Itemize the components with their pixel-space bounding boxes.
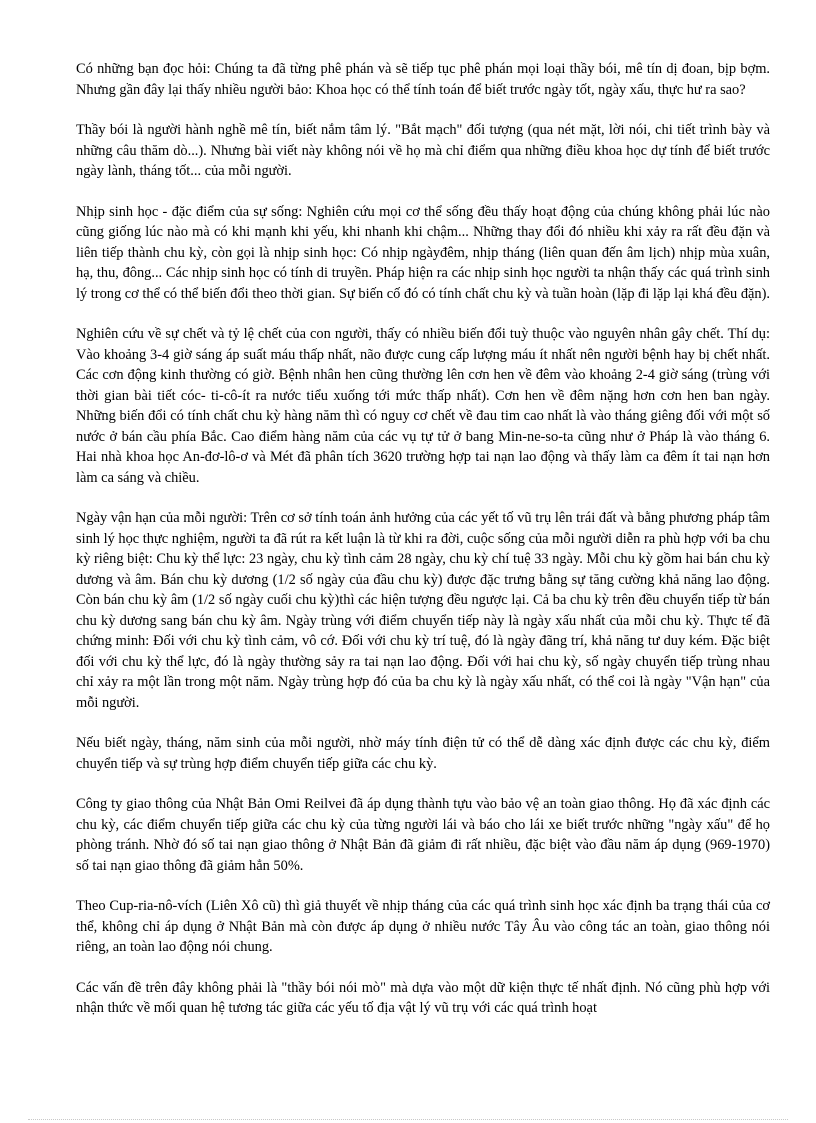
paragraph-7: Công ty giao thông của Nhật Bản Omi Reilvei đã áp dụng thành tựu vào bảo vệ an toàn giao thông. Họ đã xác định các chu kỳ, các điểm chuyển tiếp giữa các chu kỳ của từng người lái và báo cho lái xe biết trước những "ngày xấu" để họ phòng tránh. Nhờ đó số tai nạn giao thông ở Nhật Bản đã giảm đi rất nhiều, đặc biệt vào đầu năm áp dụng (969-1970) số tai nạn giao thông đã giảm hẳn 50%. [76,796,770,874]
paragraph-3: Nhịp sinh học - đặc điểm của sự sống: Nghiên cứu mọi cơ thể sống đều thấy hoạt động của chúng không phải lúc nào cũng giống lúc nào mà có khi mạnh khi yếu, khi nhanh khi chậm... Những thay đổi đó nhiều khi xảy ra rất đều đặn và liên tiếp thành chu kỳ, còn gọi là nhịp sinh học: Có nhịp ngàyđêm, nhịp tháng (liên quan đến âm lịch) nhịp mùa xuân, hạ, thu, đông... Các nhịp sinh học có tính di truyền. Pháp hiện ra các nhịp sinh học người ta nhận thấy các quá trình sinh lý trong cơ thể có thể biến đổi theo thời gian. Sự biến cố đó có tính chất chu kỳ và tuần hoàn (lặp đi lặp lại khá đều đặn). [76,203,771,302]
paragraph-1: Có những bạn đọc hỏi: Chúng ta đã từng phê phán và sẽ tiếp tục phê phán mọi loại thầy bói, mê tín dị đoan, bịp bợm. Nhưng gần đây lại thấy nhiều người bảo: Khoa học có thể tính toán để biết trước ngày tốt, ngày xấu, thực hư ra sao? [76,61,770,98]
article-body [76,59,770,1039]
paragraph-2: Thầy bói là người hành nghề mê tín, biết nắm tâm lý. "Bắt mạch" đối tượng (qua nét mặt, lời nói, chi tiết trình bày và những câu thăm dò...). Nhưng bài viết này không nói về họ mà chỉ điểm qua những điều khoa học dự tính để biết trước ngày lành, tháng tốt... của mỗi người. [76,122,770,179]
paragraph-4: Nghiên cứu về sự chết và tỷ lệ chết của con người, thấy có nhiều biến đổi tuỳ thuộc vào nguyên nhân gây chết. Thí dụ: Vào khoảng 3-4 giờ sáng áp suất máu thấp nhất, não được cung cấp lượng máu ít nhất nên người bệnh hay bị chết nhất. Các cơn động kinh thường có giờ. Bệnh nhân hen cũng thường lên cơn hen về đêm vào khoảng 2-4 giờ sáng (trùng với thời gian bài tiết cóc- ti-cô-ít ra nước tiểu xuống tới mức thấp nhất). Cơn hen về đêm nặng hơn cơn hen ban ngày. Những biến đổi có tính chất chu kỳ hàng năm thì có nguy cơ chết về đau tim cao nhất là vào tháng giêng đối với một số nước ở bán cầu phía Bắc. Cao điểm hàng năm của các vụ tự tử ở bang Min-ne-so-ta cũng như ở Pháp là vào tháng 6. Hai nhà khoa học An-đơ-lô-ơ và Mét đã phân tích 3620 trường hợp tai nạn lao động và thấy làm ca đêm ít tai nạn hơn làm ca sáng và chiều. [76,326,770,486]
paragraph-8: Theo Cup-ria-nô-vích (Liên Xô cũ) thì giả thuyết về nhịp tháng của các quá trình sinh học xác định ba trạng thái của cơ thể, không chỉ áp dụng ở Nhật Bản mà còn được áp dụng ở nhiều nước Tây Âu vào công tác an toàn, giao thông nói riêng, an toàn lao động nói chung. [76,898,770,955]
page-bottom-divider [28,1119,788,1120]
paragraph-5: Ngày vận hạn của mỗi người: Trên cơ sở tính toán ảnh hưởng của các yết tố vũ trụ lên trái đất và bằng phương pháp tâm sinh lý học thực nghiệm, người ta đã rút ra kết luận là từ khi ra đời, cuộc sống của mỗi người diễn ra phù hợp với ba chu kỳ riêng biệt: Chu kỳ thể lực: 23 ngày, chu kỳ tình cảm 28 ngày, chu kỳ chí tuệ 33 ngày. Mỗi chu kỳ gồm hai bán chu kỳ dương và âm. Bán chu kỳ dương (1/2 số ngày của đầu chu kỳ) được đặc trưng bằng sự tăng cường khả năng lao động. Còn bán chu kỳ âm (1/2 số ngày cuối chu kỳ)thì các hiện tượng đều ngược lại. Cả ba chu kỳ trên đều chuyển tiếp từ bán chu kỳ dương sang bán chu kỳ âm. Ngày trùng với điểm chuyển tiếp này là ngày xấu nhất của mỗi chu kỳ. Thực tế đã chứng minh: Đối với chu kỳ tình cảm, vô cớ. Đối với chu kỳ trí tuệ, đó là ngày đãng trí, khả năng tư duy kém. Đặc biệt đối với chu kỳ thể lực, đó là ngày thường sảy ra tai nạn lao động. Đối với hai chu kỳ, số ngày chuyển tiếp trùng nhau chỉ xảy ra một lần trong một năm. Ngày trùng hợp đó của ba chu kỳ là ngày xấu nhất, có thể coi là ngày "Vận hạn" của mỗi người. [76,510,770,711]
paragraph-6: Nếu biết ngày, tháng, năm sinh của mỗi người, nhờ máy tính điện tử có thể dễ dàng xác định được các chu kỳ, điểm chuyển tiếp và sự trùng hợp điểm chuyển tiếp giữa các chu kỳ. [76,735,770,772]
paragraph-9: Các vấn đề trên đây không phải là "thầy bói nói mò" mà dựa vào một dữ kiện thực tế nhất định. Nó cũng phù hợp với nhận thức về mối quan hệ tương tác giữa các yếu tố địa vật lý vũ trụ với các quá trình hoạt [76,979,770,1016]
